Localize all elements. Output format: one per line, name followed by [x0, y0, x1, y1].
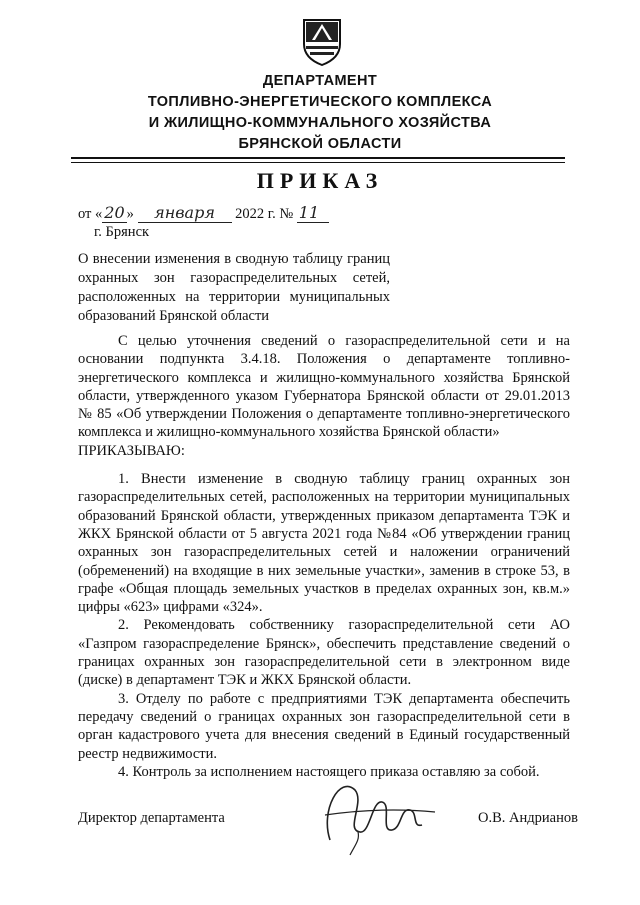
order-year: 2022 г.: [235, 206, 276, 222]
signatory-position: Директор департамента: [78, 810, 225, 826]
order-city: г. Брянск: [94, 224, 150, 240]
order-subject: О внесении изменения в сводную таблицу границ охранных зон газораспределительных сетей, расположенных на территории муниципальных образований Брянской области: [78, 251, 390, 324]
order-month: января: [138, 203, 232, 223]
order-number-prefix: №: [279, 206, 294, 222]
order-item-2: 2. Рекомендовать собственнику газораспределительной сети АО «Газпром газораспределение Брянск», обеспечить представление сведений о границах охранных зон газораспределительной сети в электронном виде (диске) в департамент ТЭК и ЖКХ Брянской области.: [78, 617, 570, 689]
date-prefix: от «: [78, 206, 103, 222]
header-line-3: И ЖИЛИЩНО-КОММУНАЛЬНОГО ХОЗЯЙСТВА: [148, 115, 492, 131]
order-body: [78, 332, 570, 781]
order-day: 20: [104, 203, 125, 222]
header-line-2: ТОПЛИВНО-ЭНЕРГЕТИЧЕСКОГО КОМПЛЕКСА: [147, 94, 493, 110]
order-item-1: 1. Внести изменение в сводную таблицу границ охранных зон газораспределительных сетей, расположенных на территории муниципальных образований Брянской области, утвержденных приказом департамента ТЭК и ЖКХ Брянской области от 5 августа 2021 года №84 «Об утверждении границ охранных зон газораспределительных сетей и наложении ограничений (обременений) на входящие в них земельные участки», заменив в строке 53, в графе «Общая площадь земельных участков в пределах охранных зон, кв.м.» цифры «623» цифрами «324».: [78, 471, 570, 616]
preamble-paragraph: С целью уточнения сведений о газораспределительной сети и на основании подпункта 3.4.18. Положения о департаменте топливно-энергетического комплекса и жилищно-коммунального хозяйства Брянской области, утвержденного указом Губернатора Брянской области от 29.01.2013 № 85 «Об утверждении Положения о департаменте топливно-энергетического комплекса и жилищно-коммунального хозяйства Брянской области»: [78, 333, 570, 441]
header-line-4: БРЯНСКОЙ ОБЛАСТИ: [238, 136, 402, 152]
signatory-name: О.В. Андрианов: [478, 810, 578, 826]
department-header: [0, 71, 640, 155]
header-line-1: ДЕПАРТАМЕНТ: [262, 73, 378, 89]
order-word: ПРИКАЗЫВАЮ:: [78, 442, 185, 459]
header-divider-thin: [71, 162, 565, 163]
order-number: 11: [297, 203, 329, 223]
handwritten-signature-icon: [300, 770, 450, 860]
bryansk-coat-of-arms-icon: [300, 16, 344, 66]
header-divider-thick: [71, 157, 565, 159]
order-item-4: 4. Контроль за исполнением настоящего приказа оставляю за собой.: [118, 763, 540, 780]
document-title: ПРИКАЗ: [256, 168, 384, 193]
date-quote-close: »: [126, 206, 134, 222]
order-item-3: 3. Отделу по работе с предприятиями ТЭК департамента обеспечить передачу сведений о границах охранных зон газораспределительной сети в орган кадастрового учета для внесения сведений в Единый государственный реестр недвижимости.: [78, 690, 570, 762]
order-dateline: [78, 203, 329, 223]
